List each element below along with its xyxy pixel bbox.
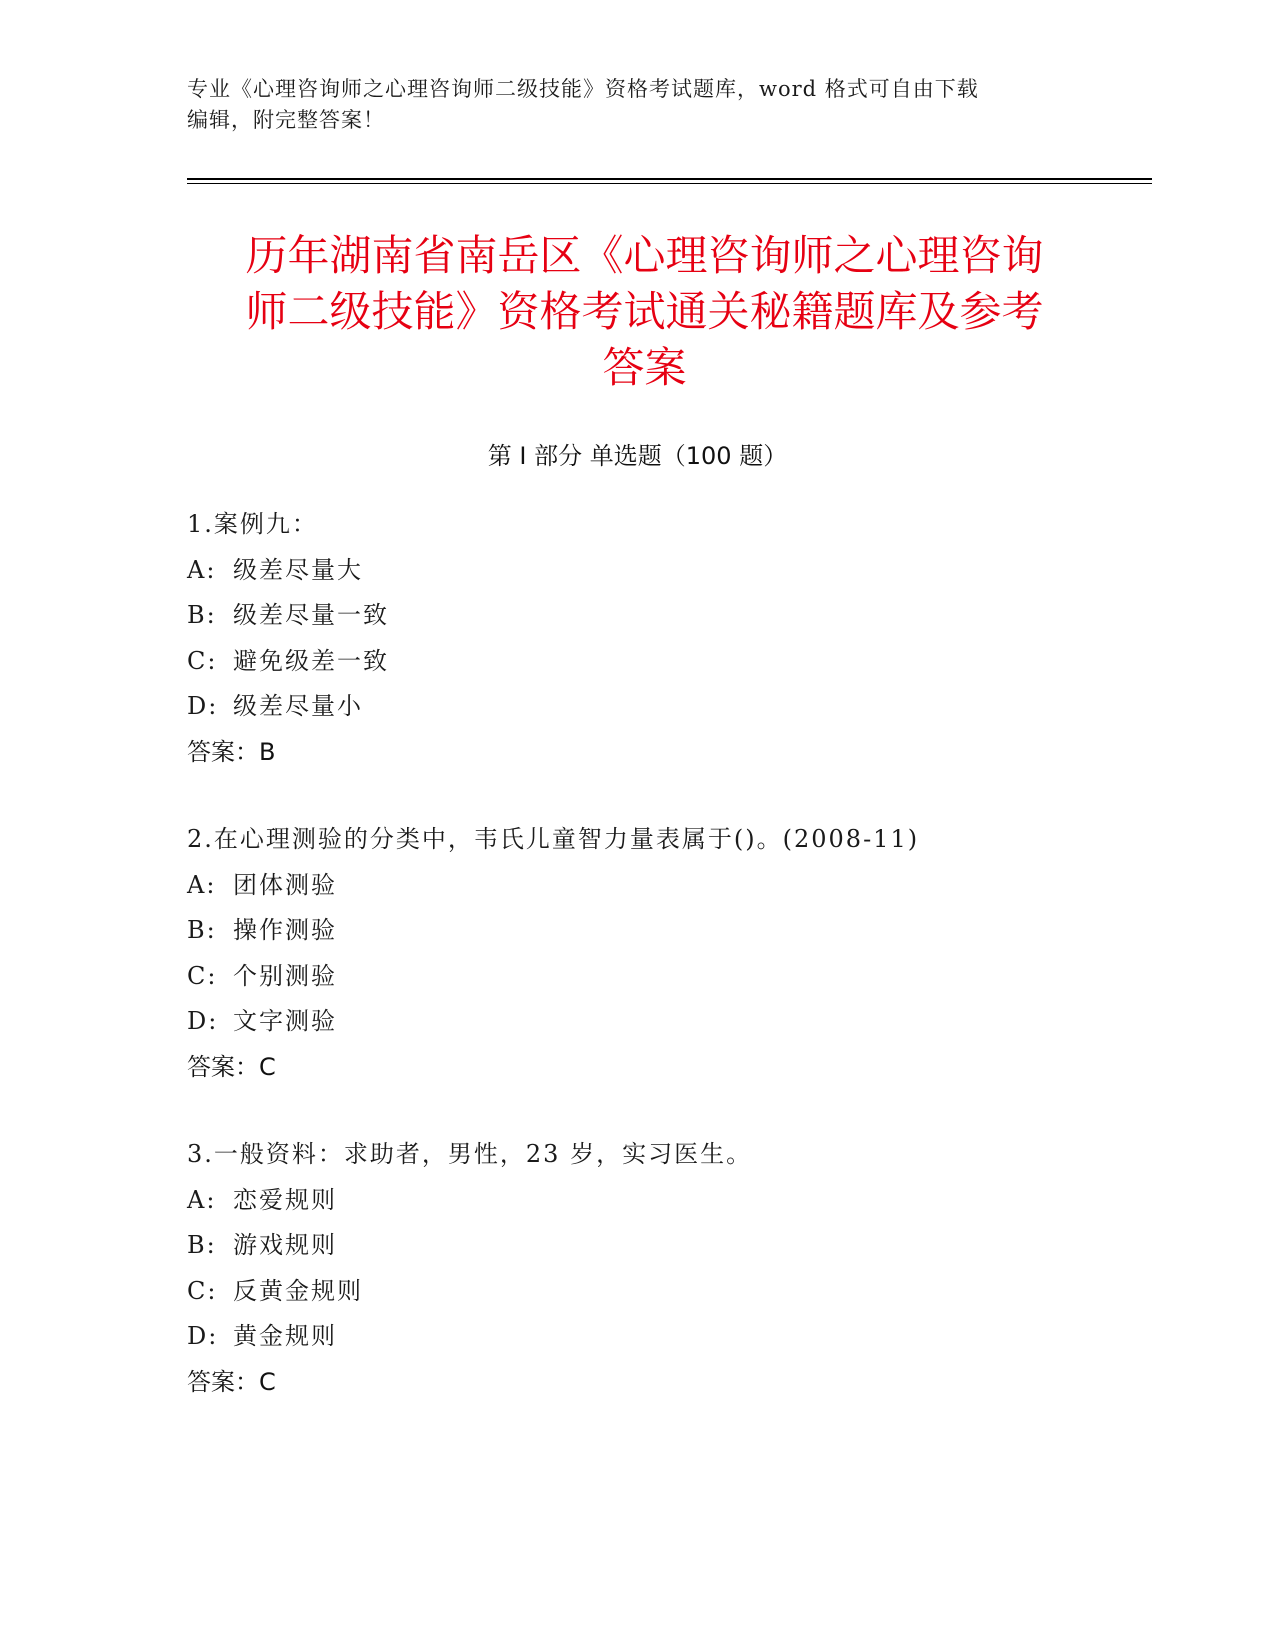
option-text: 避免级差一致 bbox=[233, 646, 389, 675]
option-b bbox=[187, 908, 1087, 954]
option-text: 恋爱规则 bbox=[233, 1185, 337, 1214]
option-text: 黄金规则 bbox=[233, 1322, 337, 1350]
option-a bbox=[187, 1178, 1087, 1224]
option-letter: D: bbox=[187, 1322, 219, 1350]
option-letter: D: bbox=[187, 1007, 219, 1035]
option-letter: C: bbox=[187, 646, 218, 675]
option-text: 级差尽量大 bbox=[233, 555, 363, 584]
option-b bbox=[187, 593, 1087, 639]
option-c bbox=[187, 954, 1087, 1000]
answer: 答案：B bbox=[187, 737, 276, 766]
option-text: 个别测验 bbox=[233, 961, 337, 990]
option-letter: B: bbox=[187, 1231, 217, 1259]
option-letter: B: bbox=[187, 601, 217, 629]
question-2 bbox=[187, 817, 1087, 1090]
header-note-line-2: 编辑，附完整答案！ bbox=[187, 108, 385, 132]
option-letter: A: bbox=[187, 1185, 217, 1214]
header-note bbox=[187, 74, 1087, 136]
option-text: 级差尽量一致 bbox=[233, 601, 389, 629]
option-text: 级差尽量小 bbox=[233, 692, 363, 720]
option-text: 文字测验 bbox=[233, 1007, 337, 1035]
question-stem: 2.在心理测验的分类中，韦氏儿童智力量表属于()。(2008-11) bbox=[187, 825, 920, 853]
option-letter: A: bbox=[187, 555, 217, 584]
header-divider-thick bbox=[187, 178, 1152, 180]
answer: 答案：C bbox=[187, 1367, 276, 1396]
document-title-line-3: 答案 bbox=[602, 343, 687, 392]
question-3 bbox=[187, 1132, 1087, 1405]
option-b bbox=[187, 1223, 1087, 1269]
question-stem: 3.一般资料：求助者，男性，23 岁，实习医生。 bbox=[187, 1140, 753, 1168]
option-letter: C: bbox=[187, 1276, 218, 1305]
option-letter: A: bbox=[187, 870, 217, 899]
option-a bbox=[187, 548, 1087, 594]
document-title-line-2: 师二级技能》资格考试通关秘籍题库及参考 bbox=[245, 287, 1044, 336]
option-text: 操作测验 bbox=[233, 916, 337, 944]
document-title-line-1: 历年湖南省南岳区《心理咨询师之心理咨询 bbox=[245, 231, 1044, 280]
option-text: 反黄金规则 bbox=[233, 1276, 363, 1305]
option-d bbox=[187, 1314, 1087, 1360]
question-1 bbox=[187, 502, 1087, 775]
section-heading: 第 I 部分 单选题（100 题） bbox=[487, 442, 788, 470]
option-text: 团体测验 bbox=[233, 870, 337, 899]
option-c bbox=[187, 639, 1087, 685]
document-title bbox=[187, 228, 1102, 396]
option-letter: C: bbox=[187, 961, 218, 990]
question-stem: 1.案例九： bbox=[187, 510, 318, 538]
header-divider-thin bbox=[187, 183, 1152, 184]
option-c bbox=[187, 1269, 1087, 1315]
header-note-line-1: 专业《心理咨询师之心理咨询师二级技能》资格考试题库，word 格式可自由下载 bbox=[187, 77, 979, 101]
option-a bbox=[187, 863, 1087, 909]
option-letter: B: bbox=[187, 916, 217, 944]
answer: 答案：C bbox=[187, 1052, 276, 1081]
option-letter: D: bbox=[187, 692, 219, 720]
option-text: 游戏规则 bbox=[233, 1231, 337, 1259]
option-d bbox=[187, 684, 1087, 730]
option-d bbox=[187, 999, 1087, 1045]
